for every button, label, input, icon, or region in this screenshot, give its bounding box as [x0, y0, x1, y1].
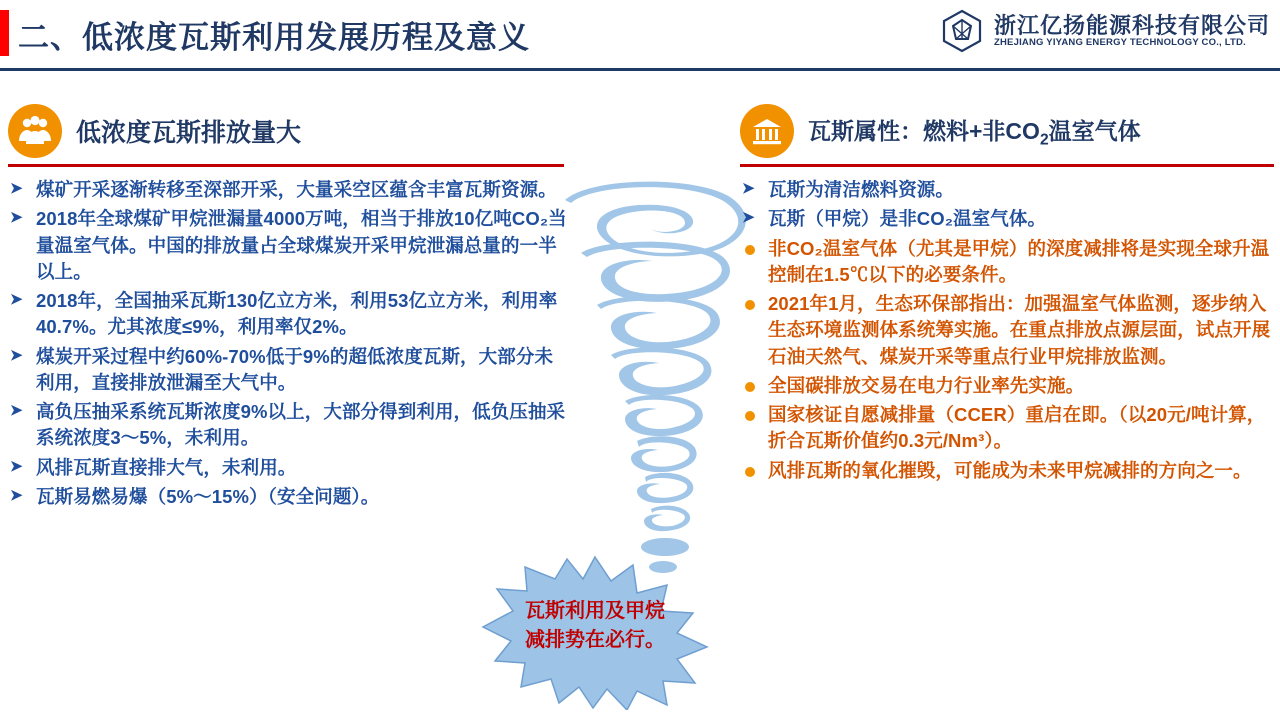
list-item: ➤ 瓦斯（甲烷）是非CO₂温室气体。: [740, 206, 1274, 232]
right-panel-header: [740, 100, 1274, 162]
hexagon-crystal-logo-icon: [939, 8, 985, 54]
header-divider: [0, 68, 1280, 71]
starburst-callout: [455, 555, 735, 710]
left-panel-title: 低浓度瓦斯排放量大: [76, 119, 302, 147]
list-item: 国家核证自愿减排量（CCER）重启在即。（以20元/吨计算，折合瓦斯价值约0.3元/Nm³）。: [740, 402, 1274, 455]
list-item: 全国碳排放交易在电力行业率先实施。: [740, 373, 1274, 399]
list-item: ➤ 高负压抽采系统瓦斯浓度9%以上，大部分得到利用，低负压抽采系统浓度3～5%，未利用。: [8, 399, 568, 452]
company-logo: [939, 8, 1270, 54]
right-panel: [740, 100, 1274, 487]
list-item: ➤ 煤矿开采逐渐转移至深部开采，大量采空区蕴含丰富瓦斯资源。: [8, 177, 568, 203]
list-item: 风排瓦斯的氧化摧毁，可能成为未来甲烷减排的方向之一。: [740, 458, 1274, 484]
list-item: 2021年1月，生态环保部指出：加强温室气体监测，逐步纳入生态环境监测体系统筹实施。在重点排放点源层面，试点开展石油天然气、煤炭开采等重点行业甲烷排放监测。: [740, 291, 1274, 370]
list-item: ➤ 瓦斯易燃易爆（5%～15%）（安全问题）。: [8, 484, 568, 510]
starburst-line-1: 瓦斯利用及甲烷: [525, 600, 665, 622]
right-panel-title: 瓦斯属性：燃料+非$CO_2$温室气体: [808, 117, 1141, 149]
starburst-line-2: 减排势在必行。: [525, 629, 665, 651]
right-panel-underline: [740, 164, 1274, 167]
company-name-cn: 浙江亿扬能源科技有限公司: [993, 12, 1270, 38]
list-item: 非CO₂温室气体（尤其是甲烷）的深度减排将是实现全球升温控制在1.5℃以下的必要条件。: [740, 236, 1274, 289]
header-accent-bar: [0, 10, 9, 56]
left-panel: [8, 100, 568, 513]
right-bullet-list: [740, 177, 1274, 484]
list-item: ➤ 2018年全球煤矿甲烷泄漏量4000万吨，相当于排放10亿吨CO₂当量温室气体。中国的排放量占全球煤炭开采甲烷泄漏总量的一半以上。: [8, 206, 568, 285]
left-panel-underline: [8, 164, 564, 167]
list-item: ➤ 风排瓦斯直接排大气，未利用。: [8, 455, 568, 481]
bank-building-icon: [740, 104, 794, 158]
list-item: ➤ 2018年，全国抽采瓦斯130亿立方米，利用53亿立方米，利用率40.7%。尤其浓度≤9%，利用率仅2%。: [8, 288, 568, 341]
company-name-en: ZHEJIANG YIYANG ENERGY TECHNOLOGY CO., LTD.: [993, 36, 1246, 48]
list-item: ➤ 煤炭开采过程中约60%-70%低于9%的超低浓度瓦斯，大部分未利用，直接排放泄漏至大气中。: [8, 344, 568, 397]
people-group-icon: [8, 104, 62, 158]
slide-header: [0, 0, 1280, 72]
page-title: 二、低浓度瓦斯利用发展历程及意义: [18, 20, 530, 55]
left-panel-header: [8, 100, 568, 162]
list-item: ➤ 瓦斯为清洁燃料资源。: [740, 177, 1274, 203]
left-bullet-list: [8, 177, 568, 510]
